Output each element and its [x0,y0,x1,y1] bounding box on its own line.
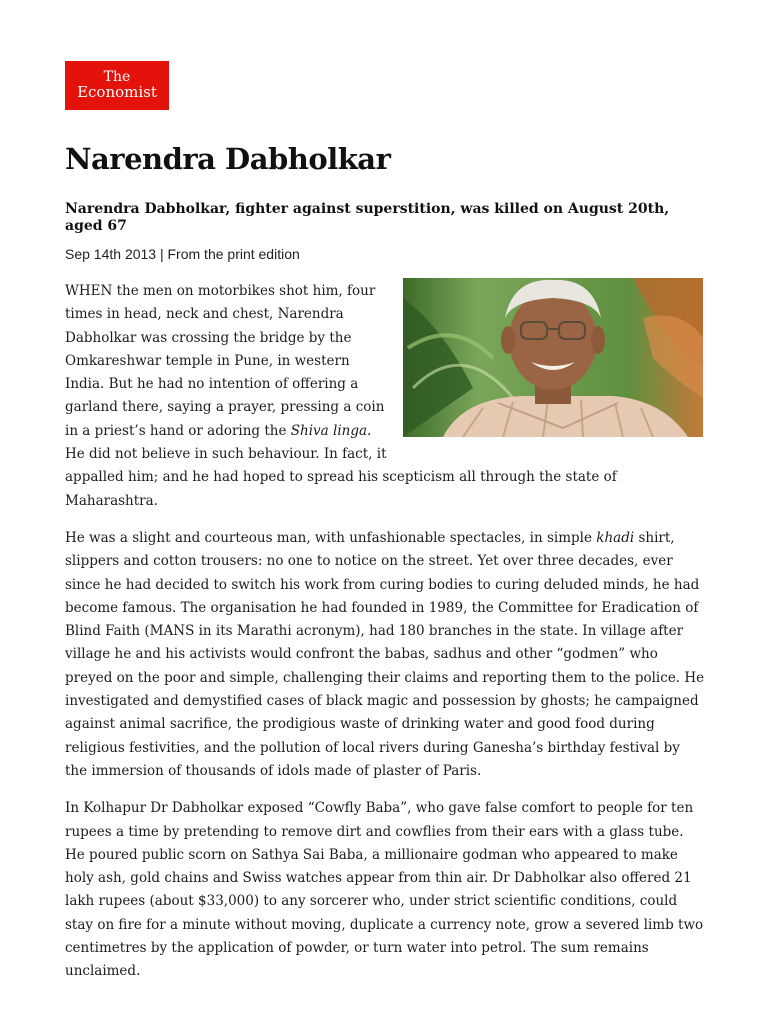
p1-line-3: Dabholkar was crossing the bridge by the [65,329,352,346]
p1-line-8: He did not believe in such behaviour. In fact, it [65,446,387,463]
p2-italic-khadi: khadi [596,529,635,546]
logo-line-1: The [103,69,131,85]
article-title: Narendra Dabholkar [65,142,391,176]
economist-logo[interactable] [65,61,169,110]
p1-line-6: garland there, saying a prayer, pressing a coin [65,399,385,416]
p1-italic-shiva-linga: Shiva linga [290,422,368,439]
p1-line-1: WHEN the men on motorbikes shot him, four [65,283,376,299]
p2-part-a: He was a slight and courteous man, with unfashionable spectacles, in simple [65,529,597,546]
p1-line-10: Maharashtra. [65,492,158,509]
logo-line-2: Economist [77,82,157,101]
p1-line-4: Omkareshwar temple in Pune, in western [65,352,350,369]
paragraph-3: In Kolhapur Dr Dabholkar exposed “Cowfly Baba”, who gave false comfort to people for ten rupees a time by pretending to remove dirt and cowflies from their ears with a glass tube. He poured public scorn on Sathya Sai Baba, a millionaire godman who appeared to make holy ash, gold chains and Swiss watches appear from thin air. Dr Dabholkar also offered 21 lakh rupees (about $33,000) to any sorcerer who, under strict scientific conditions, could stay on fire for a minute without moving, duplicate a currency note, grow a severed limb two centimetres by the application of powder, or turn water into petrol. The sum remains unclaimed. [65,800,704,980]
p1-line-7 [65,420,385,443]
p1-line-2: times in head, neck and chest, Narendra [65,306,344,323]
p1-line-5: India. But he had no intention of offering a [65,376,359,393]
p2-part-c: shirt, slippers and cotton trousers: no one to notice on the street. Yet over three decades, ever since he had decided to switch his work from curing bodies to curing deluded minds, he had become famous. The organisation he had founded in 1989, the Committee for Eradication of Blind Faith (MANS in its Marathi acronym), had 180 branches in the state. In village after village he and his activists would confront the babas, sadhus and other “godmen” who preyed on the poor and simple, challenging their claims and reporting them to the police. He investigated and demystified cases of black magic and possession by ghosts; he campaigned against animal sacrifice, the prodigious waste of drinking water and good food during religious festivities, and the pollution of local rivers during Ganesha’s birthday festival by the immersion of thousands of idols made of plaster of Paris. [65,529,705,779]
p1-line-7a: in a priest’s hand or adoring the [65,422,291,439]
paragraph-1 [65,280,705,513]
p1-line-7c: . [367,422,372,439]
p1-line-9: appalled him; and he had hoped to spread his scepticism all through the state of [65,469,617,486]
article-dateline: Sep 14th 2013 | From the print edition [65,246,300,262]
paragraph-2 [65,527,705,783]
article-body [65,280,705,998]
article-subtitle: Narendra Dabholkar, fighter against superstition, was killed on August 20th, aged 67 [65,201,670,234]
